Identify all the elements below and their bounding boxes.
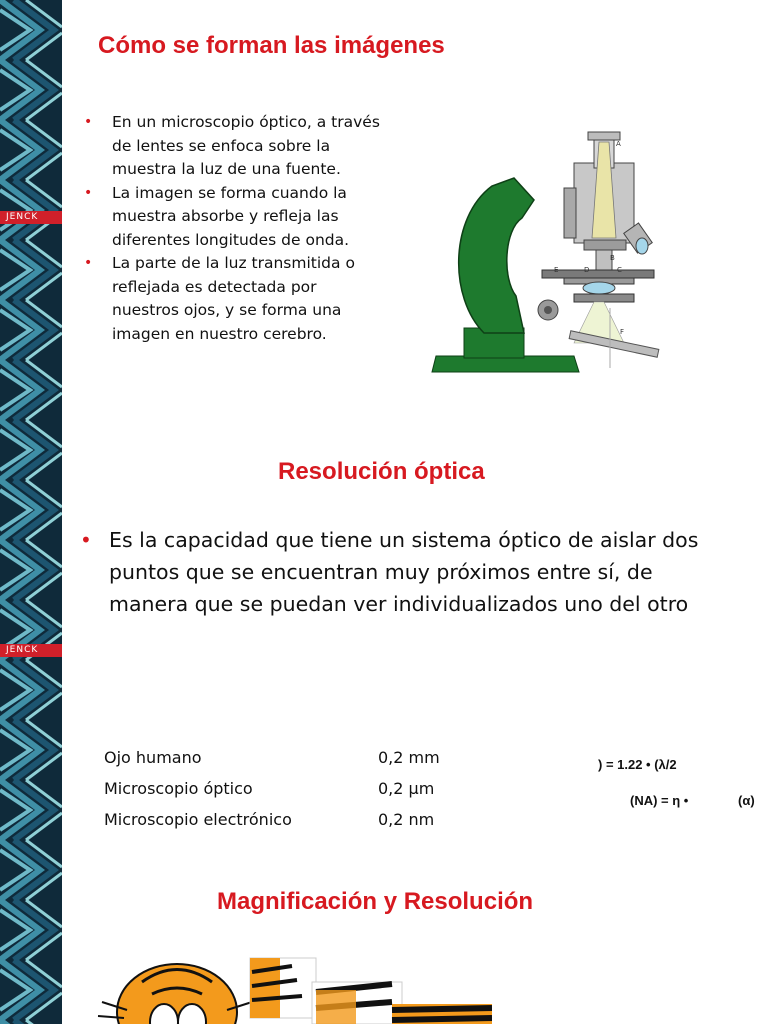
table-row-value: 0,2 nm	[378, 810, 435, 829]
table-row-value: 0,2 µm	[378, 779, 435, 798]
bullet-icon: •	[84, 255, 93, 271]
list-item: • La imagen se forma cuando la muestra absorbe y refleja las diferentes longitudes de onda.	[84, 183, 350, 249]
bullet-icon: •	[84, 114, 93, 130]
bullet-icon: •	[80, 528, 92, 552]
label-a: A	[616, 140, 621, 148]
slide-title: Resolución óptica	[278, 458, 485, 485]
label-b: B	[610, 254, 615, 262]
table-row-value: 0,2 mm	[378, 748, 440, 767]
bullet-list	[80, 524, 720, 620]
list-item: • Es la capacidad que tiene un sistema óptico de aislar dos puntos que se encuentran muy próximos entre sí, de manera que se puedan ver individualizados uno del otro	[80, 524, 720, 620]
label-f: F	[620, 328, 625, 336]
bullet-list	[84, 111, 384, 346]
chevron-pattern	[0, 0, 62, 1024]
table-row-label: Microscopio óptico	[104, 779, 253, 798]
slide-magnification-resolution	[62, 864, 768, 1024]
table-row-label: Microscopio electrónico	[104, 810, 292, 829]
slide-how-images-form	[62, 0, 768, 432]
table-row-label: Ojo humano	[104, 748, 202, 767]
garfield-magnification-images	[92, 952, 492, 1024]
jenck-logo: JENCK	[0, 211, 62, 224]
label-d: D	[584, 266, 590, 274]
label-c: C	[617, 266, 622, 274]
resolution-formula: ) = 1.22 • (λ/2	[598, 757, 677, 772]
list-item: • La parte de la luz transmitida o reflejada es detectada por nuestros ojos, y se forma una imagen en nuestro cerebro.	[84, 254, 355, 343]
label-e: E	[554, 266, 559, 274]
slide-title: Magnificación y Resolución	[217, 888, 534, 915]
list-item: • En un microscopio óptico, a través de lentes se enfoca sobre la muestra la luz de una fuente.	[84, 113, 380, 178]
numerical-aperture-angle: (α)	[738, 793, 755, 808]
decorative-sidebar	[0, 0, 62, 1024]
jenck-logo: JENCK	[0, 644, 62, 657]
slide-title: Cómo se forman las imágenes	[98, 32, 445, 59]
bullet-icon: •	[84, 184, 93, 201]
microscope-diagram	[424, 128, 664, 376]
numerical-aperture-formula: (NA) = η •	[630, 793, 689, 808]
